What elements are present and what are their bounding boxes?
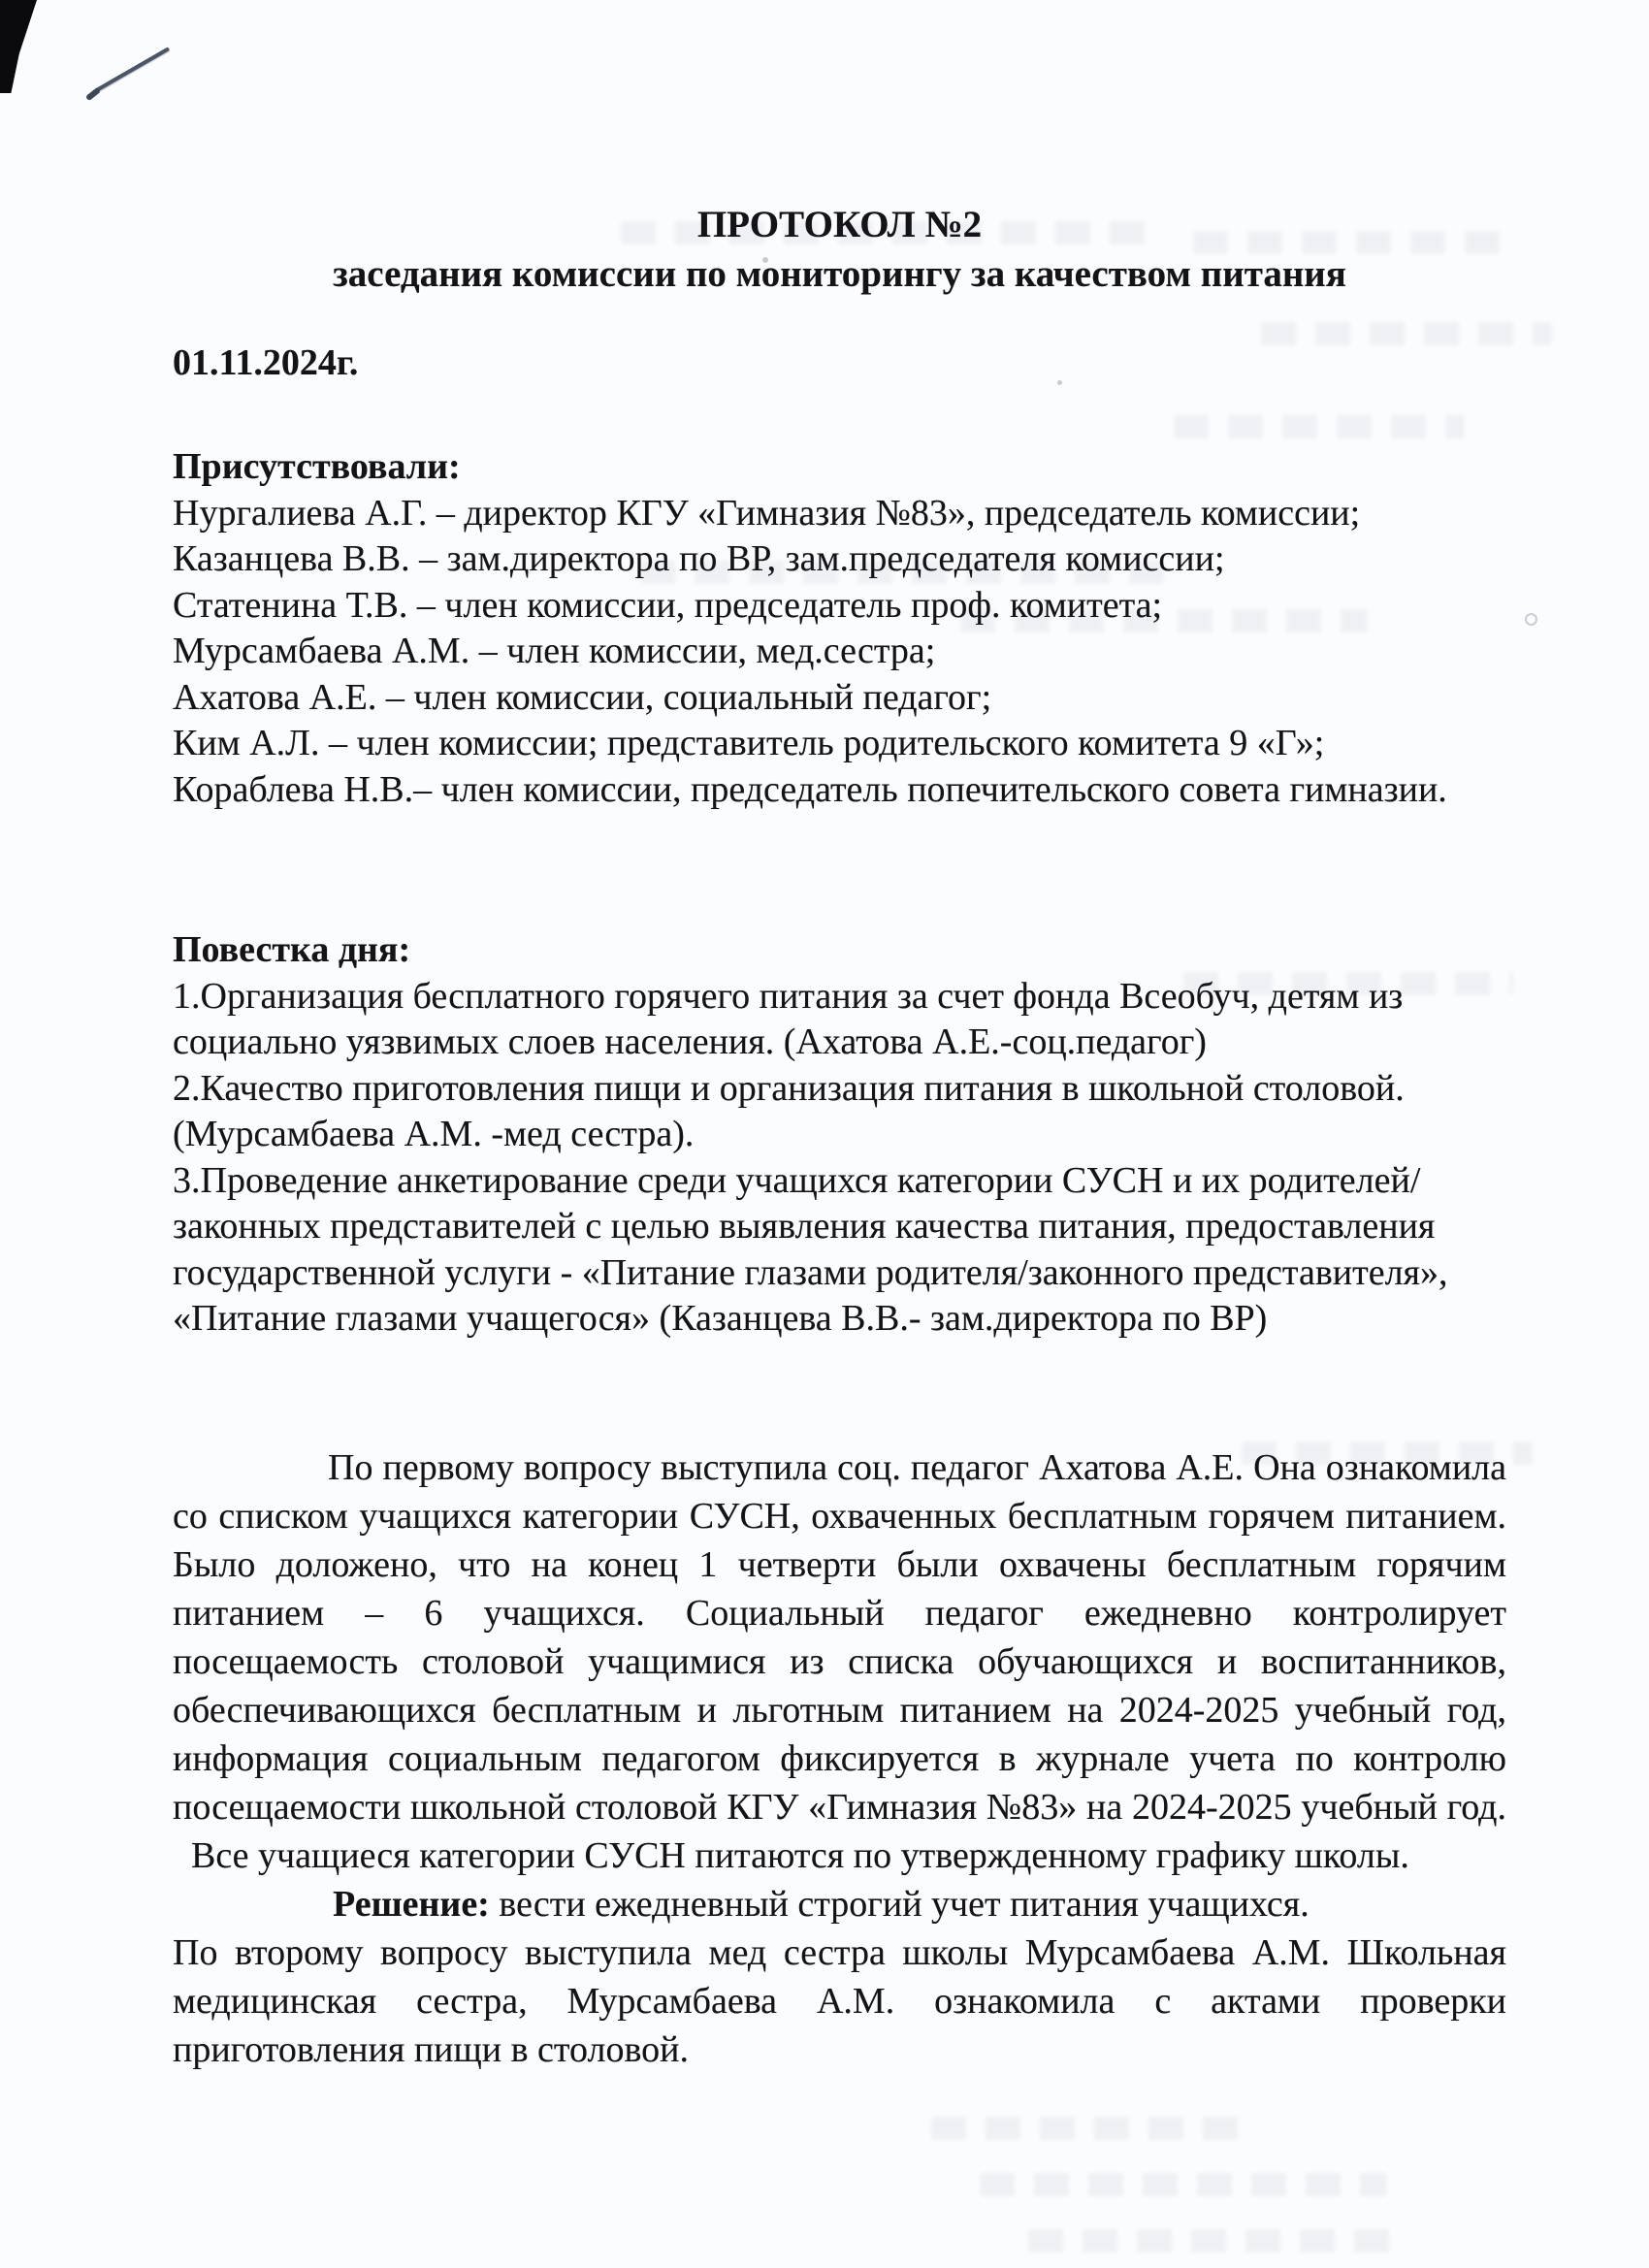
document-date: 01.11.2024г.: [173, 342, 359, 383]
scan-speck: [1525, 613, 1537, 626]
attendee-line: Кораблева Н.В.– член комиссии, председатель попечительского совета гимназии.: [173, 768, 1447, 810]
minutes-paragraph-2: По второму вопросу выступила мед сестра школы Мурсамбаева А.М. Школьная медицинская сестра, Мурсамбаева А.М. ознакомила с актами проверки приготовления пищи в столовой.: [173, 1932, 1506, 2070]
attendee-line: Нургалиева А.Г. – директор КГУ «Гимназия №83», председатель комиссии;: [173, 492, 1361, 534]
document-title-line2: заседания комиссии по мониторингу за качеством питания: [333, 253, 1346, 295]
agenda-item: 2.Качество приготовления пищи и организация питания в школьной столовой. (Мурсамбаева А.М. -мед сестра).: [173, 1067, 1405, 1154]
attendees-section: [173, 444, 1506, 813]
attendee-line: Ахатова А.Е. – член комиссии, социальный педагог;: [173, 676, 992, 718]
agenda-item: 1.Организация бесплатного горячего питания за счет фонда Всеобуч, детям из социально уязвимых слоев населения. (Ахатова А.Е.-соц.педагог): [173, 975, 1404, 1062]
pen-stroke-mark: [94, 47, 170, 92]
attendee-line: Мурсамбаева А.М. – член комиссии, мед.сестра;: [173, 631, 936, 671]
attendee-line: Ким А.Л. – член комиссии; представитель родительского комитета 9 «Г»;: [173, 723, 1325, 763]
bleed-through-artifact: [980, 2173, 1387, 2196]
corner-scan-artifact: [0, 0, 37, 93]
agenda-section: [173, 927, 1506, 1343]
decision-line: [173, 1880, 1506, 1928]
decision-label: Решение:: [333, 1884, 490, 1925]
agenda-heading: Повестка дня:: [173, 929, 411, 970]
bleed-through-artifact: [1028, 2229, 1397, 2252]
pen-stroke-mark: [85, 87, 101, 102]
agenda-item: 3.Проведение анкетирование среди учащихся категории СУСН и их родителей/законных представителей с целью выявления качества питания, предоставления государственной услуги - «Питание глазами родителя/законного представителя», «Питание глазами учащегося» (Казанцева В.В.- зам.директора по ВР): [173, 1159, 1448, 1339]
document-title: [173, 200, 1506, 299]
attendee-line: Статенина Т.В. – член комиссии, председатель проф. комитета;: [173, 584, 1163, 626]
decision-text: вести ежедневный строгий учет питания учащихся.: [489, 1884, 1310, 1925]
attendee-line: Казанцева В.В. – зам.директора по ВР, зам.председателя комиссии;: [173, 538, 1225, 579]
document-title-line1: ПРОТОКОЛ №2: [696, 204, 983, 245]
minutes-paragraph-1: По первому вопросу выступила соц. педагог Ахатова А.Е. Она ознакомила со списком учащихся категории СУСН, охваченных бесплатным горячем питанием. Было доложено, что на конец 1 четверти были охвачены бесплатным горячим питанием – 6 учащихся. Социальный педагог ежедневно контролирует посещаемость столовой учащимися из списка обучающихся и воспитанников, обеспечивающихся бесплатным и льготным питанием на 2024-2025 учебный год, информация социальным педагогом фиксируется в журнале учета по контролю посещаемости школьной столовой КГУ «Гимназия №83» на 2024-2025 учебный год. Все учащиеся категории СУСН питаются по утвержденному графику школы.: [173, 1447, 1506, 1876]
attendees-heading: Присутствовали:: [173, 446, 461, 487]
minutes-section: [173, 1443, 1506, 2074]
bleed-through-artifact: [931, 2117, 1251, 2140]
bleed-through-artifact: [1174, 415, 1465, 438]
